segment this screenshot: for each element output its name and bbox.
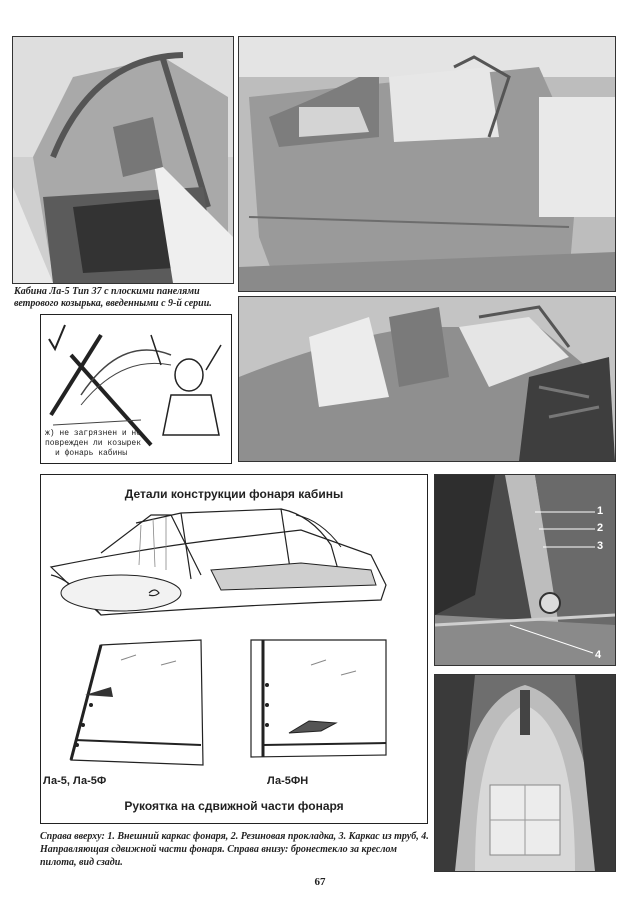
photo-canopy-frame-closeup [434, 474, 616, 666]
photo-armoured-glass-rear [434, 674, 616, 872]
diagram-title: Детали конструкции фонаря кабины [124, 487, 344, 501]
photo-fuselage-side [238, 36, 616, 292]
callout-4: 4 [595, 649, 602, 661]
photo-fuselage-front [238, 296, 616, 462]
poster-text-line-3: и фонарь кабины [55, 449, 128, 458]
callout-lines [435, 475, 615, 665]
caption-cockpit-windscreen: Кабина Ла-5 Тип 37 с плоскими панелями ветрового козырька, введенными с 9-й серии. [14, 286, 212, 309]
callout-2: 2 [597, 522, 604, 534]
callout-1: 1 [597, 505, 604, 517]
canopy-diagram [40, 474, 428, 824]
canopy-drawing [41, 475, 427, 823]
page-number: 67 [314, 876, 326, 888]
caption-bottom: Справа вверху: 1. Внешний каркас фонаря, 2. Резиновая прокладка, 3. Каркас из труб, 4. Направляющая сдвижной части фонаря. Справа внизу: бронестекло за креслом пилота, вид сзади. [40, 831, 429, 868]
poster-text-line-1: ж) не загрязнен и не [45, 429, 142, 438]
diagram-subtitle: Рукоятка на сдвижной части фонаря [124, 799, 344, 813]
poster-text-line-2: поврежден ли козырек [45, 439, 142, 448]
photo-cockpit-windscreen [12, 36, 234, 284]
diagram-label-la5fn: Ла-5ФН [267, 775, 309, 787]
callout-3: 3 [597, 540, 604, 552]
diagram-label-la5-la5f: Ла-5, Ла-5Ф [43, 775, 107, 787]
instruction-poster [40, 314, 232, 464]
